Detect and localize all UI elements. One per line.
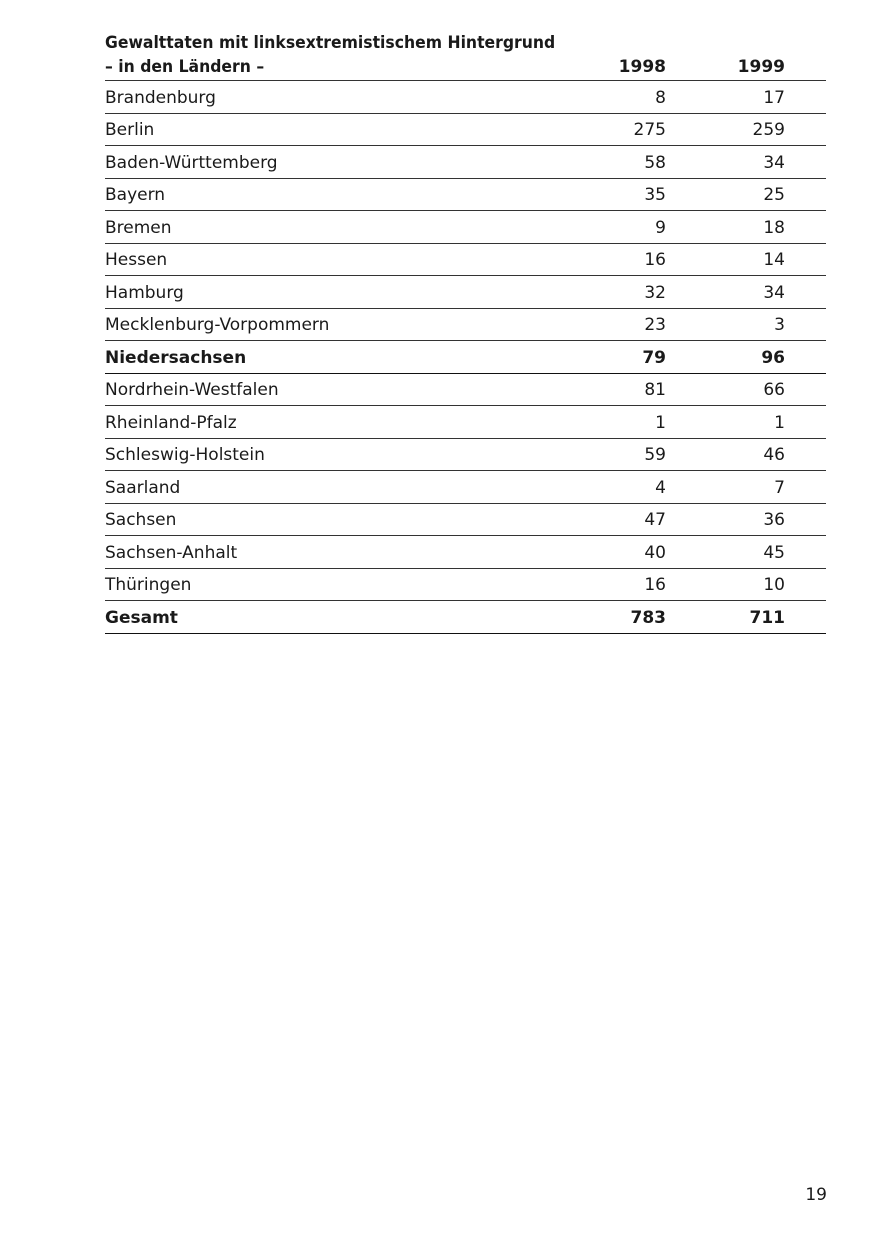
total-1998: 783 bbox=[630, 607, 666, 628]
table-row bbox=[105, 439, 826, 472]
state-name: Schleswig-Holstein bbox=[105, 445, 265, 466]
state-name: Rheinland-Pfalz bbox=[105, 412, 237, 433]
value-1998: 16 bbox=[644, 250, 666, 271]
table-row bbox=[105, 146, 826, 179]
value-1998: 81 bbox=[644, 380, 666, 401]
state-name: Bayern bbox=[105, 185, 166, 206]
state-name: Niedersachsen bbox=[105, 347, 247, 368]
value-1998: 40 bbox=[644, 542, 666, 563]
table-row bbox=[105, 179, 826, 212]
value-1998: 58 bbox=[644, 152, 666, 173]
value-1999: 259 bbox=[752, 120, 785, 141]
state-name: Thüringen bbox=[105, 575, 192, 596]
value-1999: 36 bbox=[763, 510, 785, 531]
value-1998: 47 bbox=[644, 510, 666, 531]
table-row bbox=[105, 244, 826, 277]
value-1998: 16 bbox=[644, 575, 666, 596]
value-1999: 14 bbox=[763, 250, 785, 271]
state-name: Saarland bbox=[105, 477, 181, 498]
value-1999: 34 bbox=[763, 152, 785, 173]
table-row bbox=[105, 406, 826, 439]
value-1998: 59 bbox=[644, 445, 666, 466]
state-name: Brandenburg bbox=[105, 87, 216, 108]
value-1999: 10 bbox=[763, 575, 785, 596]
value-1999: 7 bbox=[774, 477, 785, 498]
table-row bbox=[105, 504, 826, 537]
total-1999: 711 bbox=[749, 607, 785, 628]
state-name: Berlin bbox=[105, 120, 155, 141]
table-subtitle: – in den Ländern – bbox=[105, 57, 265, 77]
table-row bbox=[105, 114, 826, 147]
value-1998: 8 bbox=[655, 87, 666, 108]
state-name: Baden-Württemberg bbox=[105, 152, 278, 173]
state-name: Sachsen bbox=[105, 510, 177, 531]
total-label: Gesamt bbox=[105, 607, 178, 628]
value-1999: 34 bbox=[763, 282, 785, 303]
state-name: Mecklenburg-Vorpommern bbox=[105, 315, 330, 336]
value-1999: 3 bbox=[774, 315, 785, 336]
table-row bbox=[105, 536, 826, 569]
state-name: Hamburg bbox=[105, 282, 184, 303]
column-header-1998: 1998 bbox=[618, 57, 666, 77]
state-name: Sachsen-Anhalt bbox=[105, 542, 238, 563]
value-1999: 17 bbox=[763, 87, 785, 108]
value-1999: 18 bbox=[763, 217, 785, 238]
table-row bbox=[105, 81, 826, 114]
table-row bbox=[105, 309, 826, 342]
column-header-1999: 1999 bbox=[737, 57, 785, 77]
statistics-table bbox=[105, 32, 826, 634]
value-1998: 1 bbox=[655, 412, 666, 433]
value-1998: 275 bbox=[633, 120, 666, 141]
table-row bbox=[105, 569, 826, 602]
state-name: Nordrhein-Westfalen bbox=[105, 380, 279, 401]
value-1998: 79 bbox=[642, 347, 666, 368]
value-1999: 1 bbox=[774, 412, 785, 433]
value-1999: 45 bbox=[763, 542, 785, 563]
table-row-highlighted bbox=[105, 341, 826, 374]
state-name: Hessen bbox=[105, 250, 168, 271]
value-1999: 96 bbox=[761, 347, 785, 368]
value-1998: 35 bbox=[644, 185, 666, 206]
table-row bbox=[105, 471, 826, 504]
page-number: 19 bbox=[805, 1185, 827, 1205]
value-1999: 25 bbox=[763, 185, 785, 206]
value-1999: 66 bbox=[763, 380, 785, 401]
value-1998: 9 bbox=[655, 217, 666, 238]
table-header-row bbox=[105, 54, 826, 81]
value-1999: 46 bbox=[763, 445, 785, 466]
value-1998: 32 bbox=[644, 282, 666, 303]
state-name: Bremen bbox=[105, 217, 172, 238]
table-row bbox=[105, 374, 826, 407]
table-title: Gewalttaten mit linksextremistischem Hintergrund bbox=[105, 33, 556, 53]
value-1998: 23 bbox=[644, 315, 666, 336]
table-row-total bbox=[105, 601, 826, 634]
table-row bbox=[105, 211, 826, 244]
value-1998: 4 bbox=[655, 477, 666, 498]
table-row bbox=[105, 276, 826, 309]
